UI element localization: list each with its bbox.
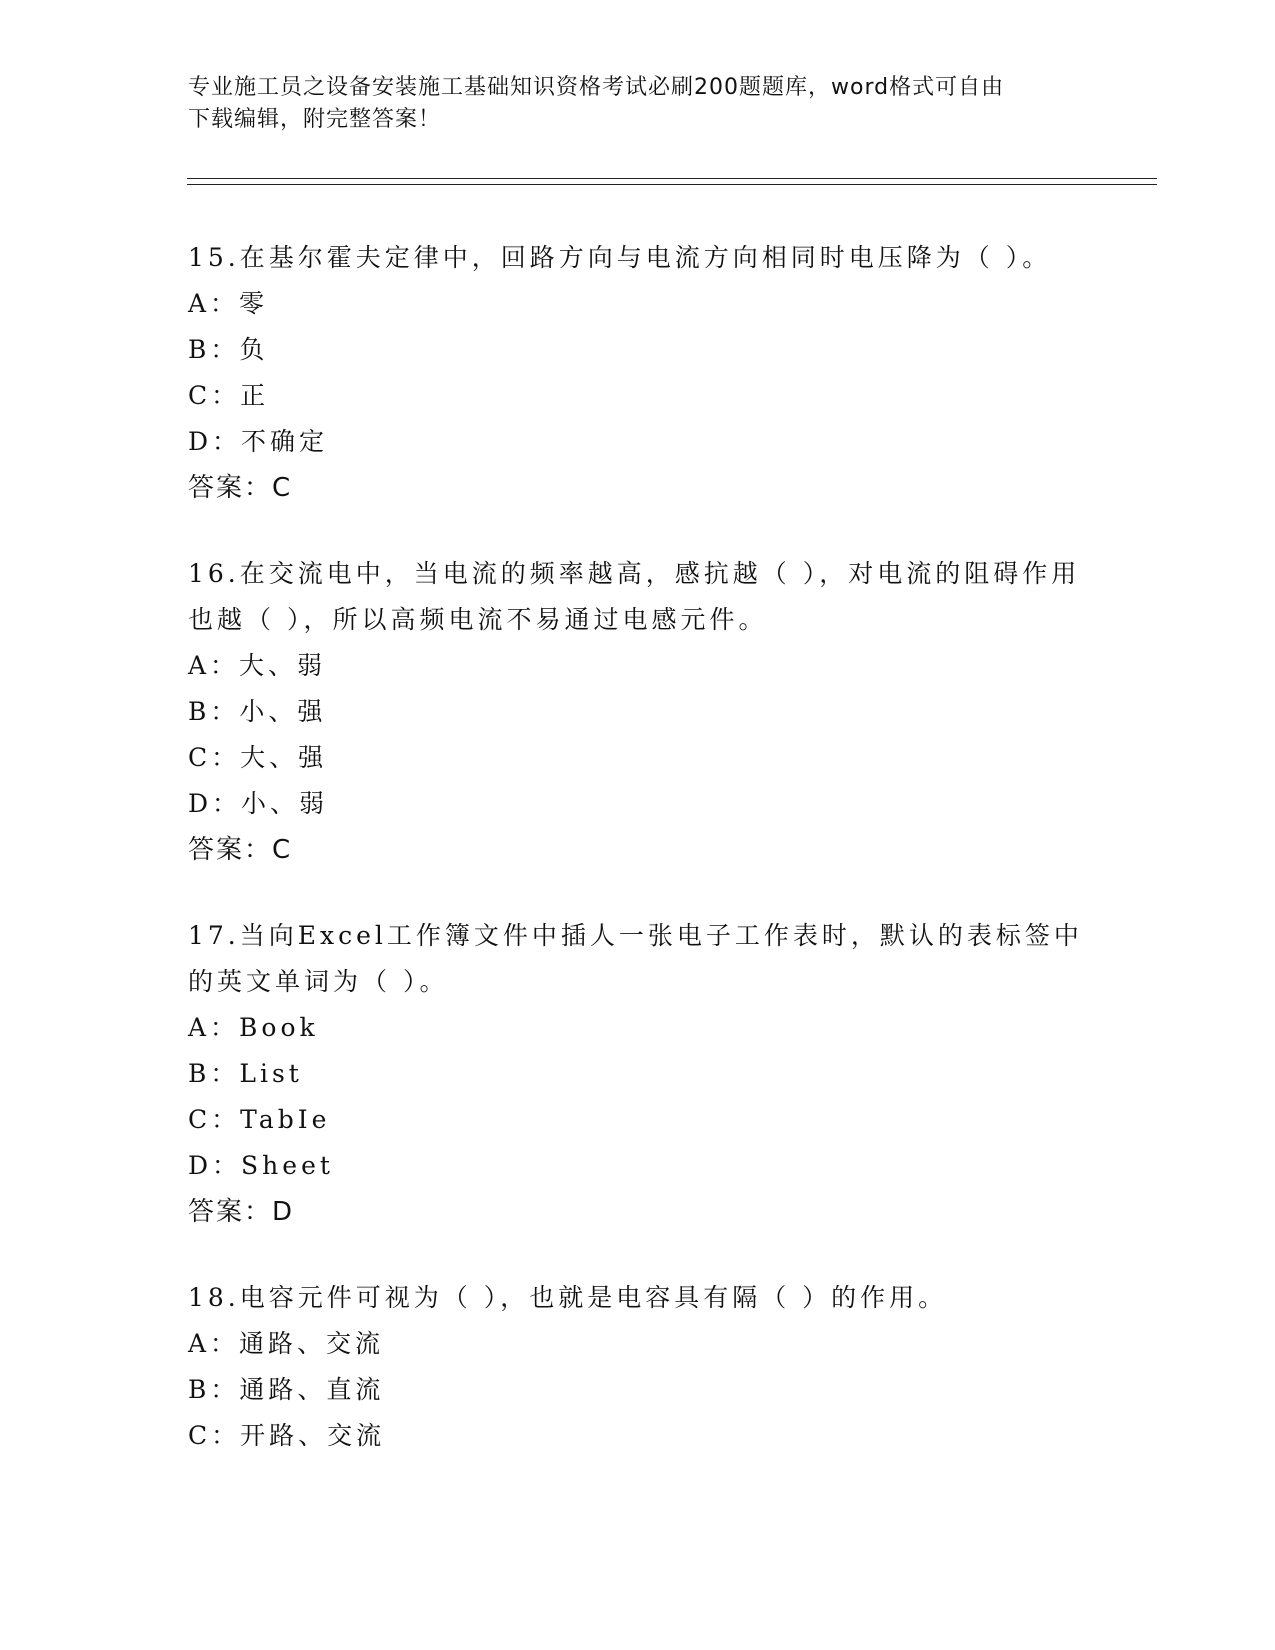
- option-c: C：正: [188, 381, 270, 410]
- question-stem: 17.当向Excel工作簿文件中插人一张电子工作表时，默认的表标签中的英文单词为（ ）。: [188, 921, 1083, 996]
- option-c: C：TabIe: [188, 1105, 331, 1134]
- question-list: [188, 235, 1088, 1499]
- answer: 答案：D: [188, 1197, 295, 1227]
- option-a: A：零: [188, 289, 269, 318]
- answer: 答案：C: [188, 473, 293, 503]
- option-b: B：负: [188, 335, 269, 364]
- option-b: B：List: [188, 1059, 303, 1088]
- question-stem: 18.电容元件可视为（ ），也就是电容具有隔（ ）的作用。: [188, 1283, 948, 1312]
- option-c: C：开路、交流: [188, 1421, 386, 1450]
- option-c: C：大、强: [188, 743, 328, 772]
- option-d: D：Sheet: [188, 1151, 334, 1180]
- question-stem: 15.在基尔霍夫定律中，回路方向与电流方向相同时电压降为（ ）。: [188, 243, 1052, 272]
- header-divider-bottom: [187, 184, 1157, 185]
- option-a: A：Book: [188, 1013, 319, 1042]
- question-17: [188, 913, 1088, 1235]
- header-line-2: 下载编辑，附完整答案！: [188, 107, 442, 132]
- question-15: [188, 235, 1088, 511]
- option-a: A：通路、交流: [188, 1329, 385, 1358]
- question-18: [188, 1275, 1088, 1459]
- option-b: B：通路、直流: [188, 1375, 385, 1404]
- question-16: [188, 551, 1088, 873]
- question-stem: 16.在交流电中，当电流的频率越高，感抗越（ ），对电流的阻碍作用也越（ ），所以高频电流不易通过电感元件。: [188, 559, 1081, 634]
- header-divider-top: [187, 178, 1157, 179]
- option-d: D：不确定: [188, 427, 329, 456]
- option-d: D：小、弱: [188, 789, 329, 818]
- document-header: [188, 72, 1088, 136]
- header-line-1: 专业施工员之设备安装施工基础知识资格考试必刷200题题库，word格式可自由: [188, 75, 1005, 100]
- option-a: A：大、弱: [188, 651, 327, 680]
- option-b: B：小、强: [188, 697, 327, 726]
- answer: 答案：C: [188, 835, 293, 865]
